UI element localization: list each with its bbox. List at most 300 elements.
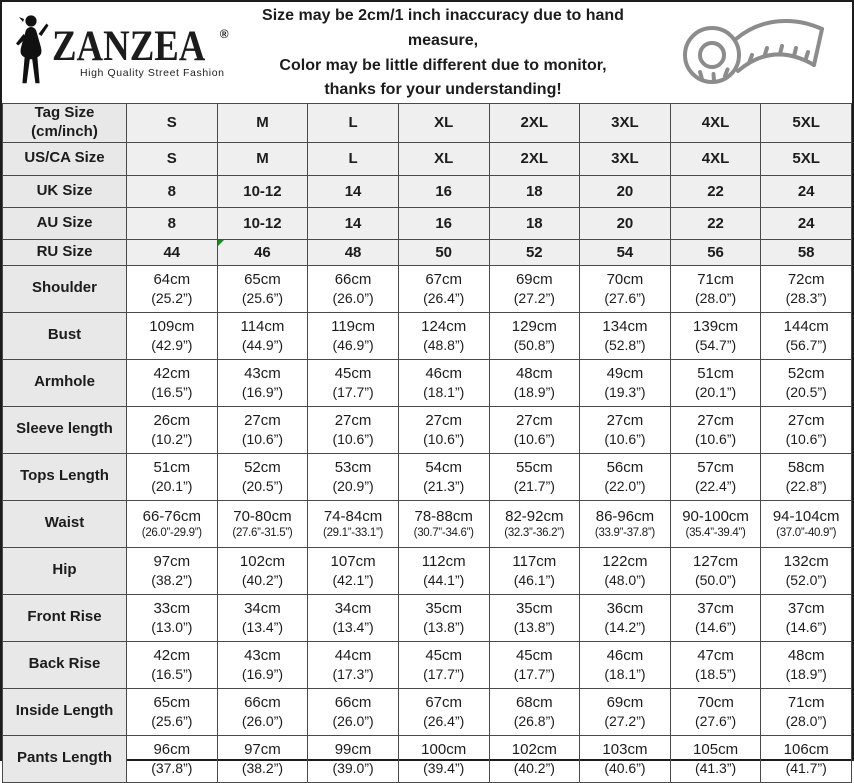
cm-value: 112cm bbox=[421, 553, 466, 571]
row-label bbox=[3, 175, 127, 207]
measure-cell bbox=[489, 359, 580, 406]
cm-value: 66-76cm bbox=[142, 507, 201, 525]
cm-value: 102cm bbox=[239, 553, 285, 571]
cm-value: 27cm bbox=[515, 412, 553, 430]
size-value-cell: 44 bbox=[127, 239, 218, 265]
inch-value: (10.6”) bbox=[785, 430, 827, 447]
cm-value: 67cm bbox=[425, 271, 463, 289]
cm-value: 65cm bbox=[244, 271, 281, 289]
measure-cell bbox=[489, 688, 580, 735]
cm-value: 27cm bbox=[334, 412, 372, 430]
inch-value: (18.9”) bbox=[785, 665, 827, 682]
measure-cell bbox=[670, 453, 761, 500]
inch-value: (18.1”) bbox=[604, 665, 646, 682]
cm-value: 64cm bbox=[153, 271, 191, 289]
cm-value: 44cm bbox=[334, 647, 372, 665]
cm-value: 100cm bbox=[421, 741, 467, 759]
cm-value: 37cm bbox=[697, 600, 734, 618]
size-chart-table bbox=[2, 103, 852, 783]
measure-cell bbox=[761, 547, 852, 594]
inch-value: (54.7”) bbox=[694, 336, 737, 353]
page-header bbox=[2, 2, 852, 103]
cm-value: 67cm bbox=[425, 694, 463, 712]
size-value-cell: 50 bbox=[398, 239, 489, 265]
size-value-cell: L bbox=[308, 142, 399, 175]
cm-value: 114cm bbox=[240, 318, 285, 336]
inch-value: (42.9”) bbox=[151, 336, 193, 353]
cm-value: 124cm bbox=[421, 318, 467, 336]
inch-value: (40.2”) bbox=[241, 571, 284, 588]
inch-value: (56.7”) bbox=[785, 336, 827, 353]
inch-value: (20.9”) bbox=[332, 477, 374, 494]
cm-value: 52cm bbox=[787, 365, 825, 383]
inch-value: (35.4”-39.4”) bbox=[685, 527, 746, 540]
cm-value: 68cm bbox=[515, 694, 553, 712]
registered-trademark: ® bbox=[219, 27, 229, 42]
row-label bbox=[3, 547, 127, 594]
brand-name: ZANZEA bbox=[52, 21, 206, 71]
inch-value: (37.8”) bbox=[151, 759, 193, 776]
cm-value: 69cm bbox=[606, 694, 644, 712]
row-label-line: AU Size bbox=[36, 213, 93, 231]
inch-value: (22.0”) bbox=[604, 477, 646, 494]
inch-value: (13.0”) bbox=[151, 618, 193, 635]
measure-cell bbox=[308, 688, 399, 735]
cm-value: 122cm bbox=[602, 553, 648, 571]
cm-value: 35cm bbox=[425, 600, 463, 618]
inch-value: (20.1”) bbox=[151, 477, 193, 494]
measure-cell bbox=[398, 547, 489, 594]
cm-value: 35cm bbox=[515, 600, 553, 618]
measure-cell bbox=[761, 594, 852, 641]
size-value-cell: 20 bbox=[580, 207, 671, 239]
size-value-cell: 48 bbox=[308, 239, 399, 265]
cm-value: 42cm bbox=[153, 365, 191, 383]
inch-value: (41.3”) bbox=[694, 759, 737, 776]
size-value-cell: 2XL bbox=[489, 104, 580, 143]
inch-value: (46.9”) bbox=[332, 336, 374, 353]
row-label bbox=[3, 265, 127, 312]
inch-value: (25.6”) bbox=[241, 289, 284, 306]
measure-row bbox=[3, 594, 852, 641]
inch-value: (25.6”) bbox=[151, 712, 193, 729]
inch-value: (44.9”) bbox=[241, 336, 284, 353]
inch-value: (19.3”) bbox=[604, 383, 646, 400]
inch-value: (10.6”) bbox=[604, 430, 646, 447]
measure-row bbox=[3, 359, 852, 406]
measure-cell bbox=[127, 547, 218, 594]
cm-value: 51cm bbox=[153, 459, 191, 477]
measure-disclaimer bbox=[234, 2, 652, 103]
cm-value: 27cm bbox=[425, 412, 463, 430]
cm-value: 66cm bbox=[334, 271, 372, 289]
size-value-cell: 16 bbox=[398, 207, 489, 239]
row-label bbox=[3, 104, 127, 143]
measure-cell bbox=[489, 453, 580, 500]
row-label-line: Tag Size bbox=[34, 104, 95, 122]
row-label-line: Pants Length bbox=[16, 749, 112, 767]
measure-cell bbox=[761, 641, 852, 688]
measure-cell bbox=[580, 500, 671, 547]
measure-cell bbox=[761, 688, 852, 735]
inch-value: (18.1”) bbox=[423, 383, 465, 400]
inch-value: (27.6”) bbox=[604, 289, 646, 306]
cm-value: 27cm bbox=[697, 412, 734, 430]
size-header-row bbox=[3, 142, 852, 175]
size-value-cell: M bbox=[217, 104, 308, 143]
inch-value: (50.8”) bbox=[513, 336, 555, 353]
inch-value: (26.0”-29.9”) bbox=[141, 527, 202, 540]
inch-value: (26.4”) bbox=[423, 712, 465, 729]
measure-cell bbox=[127, 453, 218, 500]
measure-cell bbox=[398, 359, 489, 406]
row-label bbox=[3, 359, 127, 406]
cm-value: 69cm bbox=[515, 271, 553, 289]
inch-value: (21.3”) bbox=[423, 477, 465, 494]
cm-value: 43cm bbox=[244, 365, 281, 383]
disclaimer-line-2: Color may be little different due to monitor, bbox=[279, 56, 607, 74]
measure-cell bbox=[580, 312, 671, 359]
cm-value: 129cm bbox=[511, 318, 557, 336]
inch-value: (33.9”-37.8”) bbox=[594, 527, 655, 540]
size-value-cell: 8 bbox=[127, 207, 218, 239]
inch-value: (22.8”) bbox=[785, 477, 827, 494]
cm-value: 58cm bbox=[787, 459, 825, 477]
row-label bbox=[3, 142, 127, 175]
measure-cell bbox=[127, 641, 218, 688]
cm-value: 97cm bbox=[244, 741, 281, 759]
cm-value: 132cm bbox=[783, 553, 829, 571]
size-value-cell: M bbox=[217, 142, 308, 175]
row-label-line: Hip bbox=[52, 561, 77, 579]
inch-value: (13.4”) bbox=[332, 618, 374, 635]
measure-cell bbox=[761, 406, 852, 453]
measure-cell bbox=[670, 359, 761, 406]
cm-value: 55cm bbox=[515, 459, 553, 477]
inch-value: (17.7”) bbox=[513, 665, 555, 682]
cm-value: 70cm bbox=[697, 694, 734, 712]
inch-value: (48.0”) bbox=[604, 571, 646, 588]
measure-cell bbox=[217, 406, 308, 453]
size-value-cell: XL bbox=[398, 104, 489, 143]
measure-cell bbox=[308, 641, 399, 688]
measure-cell bbox=[217, 735, 308, 782]
cm-value: 27cm bbox=[606, 412, 644, 430]
size-value-cell: 4XL bbox=[670, 104, 761, 143]
measure-cell bbox=[308, 500, 399, 547]
measure-cell bbox=[398, 406, 489, 453]
inch-value: (16.5”) bbox=[151, 383, 193, 400]
measure-cell bbox=[670, 641, 761, 688]
size-header-row bbox=[3, 239, 852, 265]
cm-value: 46cm bbox=[425, 365, 463, 383]
row-label-line: US/CA Size bbox=[24, 149, 105, 167]
inch-value: (20.1”) bbox=[694, 383, 737, 400]
size-value-cell: 3XL bbox=[580, 142, 671, 175]
cm-value: 47cm bbox=[697, 647, 734, 665]
inch-value: (21.7”) bbox=[513, 477, 555, 494]
inch-value: (38.2”) bbox=[151, 571, 193, 588]
measure-cell bbox=[308, 265, 399, 312]
cm-value: 94-104cm bbox=[772, 507, 840, 525]
size-value-cell: 22 bbox=[670, 207, 761, 239]
measure-row bbox=[3, 312, 852, 359]
brand-logo bbox=[2, 14, 234, 91]
size-value-cell: 24 bbox=[761, 207, 852, 239]
cm-value: 72cm bbox=[787, 271, 825, 289]
cm-value: 127cm bbox=[693, 553, 739, 571]
measure-cell bbox=[308, 594, 399, 641]
inch-value: (50.0”) bbox=[694, 571, 737, 588]
measure-cell bbox=[670, 547, 761, 594]
row-label-line: Inside Length bbox=[15, 702, 114, 720]
cm-value: 109cm bbox=[149, 318, 195, 336]
inch-value: (10.6”) bbox=[241, 430, 284, 447]
inch-value: (25.2”) bbox=[151, 289, 193, 306]
tape-measure-icon bbox=[652, 15, 852, 91]
cm-value: 90-100cm bbox=[682, 507, 749, 525]
row-label bbox=[3, 500, 127, 547]
row-label bbox=[3, 453, 127, 500]
cm-value: 71cm bbox=[697, 271, 734, 289]
cm-value: 99cm bbox=[334, 741, 372, 759]
measure-cell bbox=[489, 500, 580, 547]
inch-value: (52.0”) bbox=[785, 571, 827, 588]
inch-value: (26.8”) bbox=[513, 712, 555, 729]
row-label-line: Bust bbox=[47, 326, 82, 344]
row-label bbox=[3, 735, 127, 782]
cm-value: 119cm bbox=[331, 318, 376, 336]
measure-cell bbox=[580, 594, 671, 641]
row-label bbox=[3, 641, 127, 688]
cm-value: 42cm bbox=[153, 647, 191, 665]
cm-value: 48cm bbox=[787, 647, 825, 665]
cm-value: 103cm bbox=[602, 741, 648, 759]
inch-value: (17.7”) bbox=[423, 665, 465, 682]
inch-value: (28.0”) bbox=[694, 289, 737, 306]
inch-value: (52.8”) bbox=[604, 336, 646, 353]
measure-cell bbox=[670, 688, 761, 735]
row-label-line: Front Rise bbox=[27, 608, 102, 626]
inch-value: (40.2”) bbox=[513, 759, 555, 776]
cm-value: 53cm bbox=[334, 459, 372, 477]
row-label-line: Waist bbox=[44, 514, 85, 532]
measure-row bbox=[3, 406, 852, 453]
cm-value: 45cm bbox=[515, 647, 553, 665]
measure-cell bbox=[308, 359, 399, 406]
row-label-line: RU Size bbox=[36, 242, 93, 260]
measure-cell bbox=[489, 312, 580, 359]
disclaimer-line-3: thanks for your understanding! bbox=[324, 81, 562, 99]
measure-cell bbox=[308, 312, 399, 359]
inch-value: (48.8”) bbox=[423, 336, 465, 353]
cm-value: 96cm bbox=[153, 741, 191, 759]
cm-value: 52cm bbox=[244, 459, 281, 477]
inch-value: (44.1”) bbox=[423, 571, 465, 588]
size-value-cell: 56 bbox=[670, 239, 761, 265]
cm-value: 70cm bbox=[606, 271, 644, 289]
size-header-row bbox=[3, 175, 852, 207]
inch-value: (41.7”) bbox=[785, 759, 827, 776]
inch-value: (38.2”) bbox=[241, 759, 284, 776]
row-label-line: Sleeve length bbox=[16, 420, 113, 438]
inch-value: (37.0”-40.9”) bbox=[776, 527, 837, 540]
inch-value: (22.4”) bbox=[694, 477, 737, 494]
brand-tagline: High Quality Street Fashion bbox=[80, 67, 225, 80]
cm-value: 117cm bbox=[512, 553, 557, 571]
measure-cell bbox=[127, 688, 218, 735]
inch-value: (29.1”-33.1”) bbox=[323, 527, 384, 540]
size-value-cell: 58 bbox=[761, 239, 852, 265]
inch-value: (10.2”) bbox=[151, 430, 193, 447]
size-value-cell: 18 bbox=[489, 175, 580, 207]
measure-cell bbox=[670, 312, 761, 359]
measure-cell bbox=[398, 500, 489, 547]
measure-cell bbox=[580, 406, 671, 453]
size-header-row bbox=[3, 207, 852, 239]
row-label-line: Tops Length bbox=[20, 467, 109, 485]
row-label bbox=[3, 207, 127, 239]
measure-cell bbox=[670, 594, 761, 641]
inch-value: (10.6”) bbox=[694, 430, 737, 447]
size-value-cell: XL bbox=[398, 142, 489, 175]
row-label bbox=[3, 594, 127, 641]
inch-value: (10.6”) bbox=[423, 430, 465, 447]
brand-text-block bbox=[52, 21, 229, 80]
measure-cell bbox=[398, 688, 489, 735]
measure-cell bbox=[670, 735, 761, 782]
measure-cell bbox=[308, 453, 399, 500]
row-label-line: UK Size bbox=[36, 181, 93, 199]
cm-value: 66cm bbox=[244, 694, 281, 712]
inch-value: (13.8”) bbox=[513, 618, 555, 635]
size-value-cell: 10-12 bbox=[217, 207, 308, 239]
measure-cell bbox=[761, 453, 852, 500]
measure-cell bbox=[580, 265, 671, 312]
cm-value: 34cm bbox=[244, 600, 281, 618]
inch-value: (13.8”) bbox=[423, 618, 465, 635]
size-value-cell: S bbox=[127, 142, 218, 175]
cm-value: 106cm bbox=[783, 741, 829, 759]
inch-value: (27.2”) bbox=[513, 289, 555, 306]
cm-value: 51cm bbox=[697, 365, 734, 383]
measure-cell bbox=[127, 359, 218, 406]
cm-value: 27cm bbox=[244, 412, 281, 430]
inch-value: (18.5”) bbox=[694, 665, 737, 682]
measure-row bbox=[3, 453, 852, 500]
cm-value: 74-84cm bbox=[323, 507, 383, 525]
measure-cell bbox=[217, 312, 308, 359]
cm-value: 33cm bbox=[153, 600, 191, 618]
measure-cell bbox=[398, 265, 489, 312]
measure-cell bbox=[670, 265, 761, 312]
cm-value: 34cm bbox=[334, 600, 372, 618]
measure-cell bbox=[489, 547, 580, 594]
cm-value: 46cm bbox=[606, 647, 644, 665]
inch-value: (26.4”) bbox=[423, 289, 465, 306]
measure-cell bbox=[398, 641, 489, 688]
measure-cell bbox=[580, 453, 671, 500]
cm-value: 102cm bbox=[511, 741, 557, 759]
cm-value: 37cm bbox=[787, 600, 825, 618]
cm-value: 139cm bbox=[693, 318, 739, 336]
row-label-line: Back Rise bbox=[28, 655, 101, 673]
measure-cell bbox=[580, 688, 671, 735]
measure-cell bbox=[670, 406, 761, 453]
inch-value: (17.7”) bbox=[332, 383, 374, 400]
measure-cell bbox=[580, 547, 671, 594]
inch-value: (26.0”) bbox=[332, 289, 374, 306]
measure-cell bbox=[127, 500, 218, 547]
measure-cell bbox=[127, 594, 218, 641]
size-value-cell: 14 bbox=[308, 175, 399, 207]
inch-value: (46.1”) bbox=[513, 571, 555, 588]
cm-value: 65cm bbox=[153, 694, 191, 712]
measure-cell bbox=[761, 265, 852, 312]
inch-value: (20.5”) bbox=[241, 477, 284, 494]
measure-cell bbox=[489, 406, 580, 453]
cm-value: 82-92cm bbox=[505, 507, 564, 525]
measure-row bbox=[3, 547, 852, 594]
measure-cell bbox=[580, 359, 671, 406]
row-label-line: (cm/inch) bbox=[31, 122, 98, 140]
measure-cell bbox=[217, 547, 308, 594]
inch-value: (18.9”) bbox=[513, 383, 555, 400]
size-value-cell: L bbox=[308, 104, 399, 143]
inch-value: (20.5”) bbox=[785, 383, 827, 400]
disclaimer-line-1: Size may be 2cm/1 inch inaccuracy due to hand measure, bbox=[262, 7, 624, 49]
cm-value: 78-88cm bbox=[414, 507, 473, 525]
measure-cell bbox=[308, 735, 399, 782]
inch-value: (14.6”) bbox=[785, 618, 827, 635]
cm-value: 48cm bbox=[515, 365, 553, 383]
measure-cell bbox=[217, 453, 308, 500]
inch-value: (27.6”) bbox=[694, 712, 737, 729]
inch-value: (10.6”) bbox=[513, 430, 555, 447]
cm-value: 66cm bbox=[334, 694, 372, 712]
size-value-cell: 5XL bbox=[761, 104, 852, 143]
measure-cell bbox=[761, 500, 852, 547]
measure-cell bbox=[670, 500, 761, 547]
cm-value: 56cm bbox=[606, 459, 644, 477]
measure-cell bbox=[217, 500, 308, 547]
row-label bbox=[3, 688, 127, 735]
inch-value: (40.6”) bbox=[604, 759, 646, 776]
inch-value: (17.3”) bbox=[332, 665, 374, 682]
inch-value: (16.5”) bbox=[151, 665, 193, 682]
measure-cell bbox=[127, 312, 218, 359]
cm-value: 57cm bbox=[697, 459, 734, 477]
cell-corner-marker bbox=[218, 240, 224, 246]
measure-row bbox=[3, 265, 852, 312]
measure-cell bbox=[217, 594, 308, 641]
measure-cell bbox=[489, 735, 580, 782]
cm-value: 144cm bbox=[783, 318, 829, 336]
measure-cell bbox=[761, 735, 852, 782]
cm-value: 107cm bbox=[330, 553, 376, 571]
cm-value: 86-96cm bbox=[595, 507, 655, 525]
measure-cell bbox=[217, 641, 308, 688]
measure-cell bbox=[127, 406, 218, 453]
inch-value: (16.9”) bbox=[241, 383, 284, 400]
inch-value: (27.6”-31.5”) bbox=[232, 527, 293, 540]
inch-value: (14.6”) bbox=[694, 618, 737, 635]
cm-value: 43cm bbox=[244, 647, 281, 665]
cm-value: 36cm bbox=[606, 600, 644, 618]
size-header-row bbox=[3, 104, 852, 143]
inch-value: (26.0”) bbox=[241, 712, 284, 729]
measure-cell bbox=[127, 265, 218, 312]
